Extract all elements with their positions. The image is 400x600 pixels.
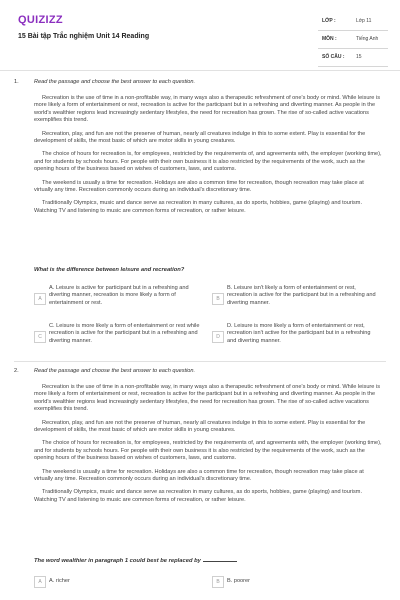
option-text: A. Leisure is active for participant but in a refreshing and diverting manner, recreation is more likely a form of entertainment or rest. xyxy=(49,285,189,306)
reading-passage xyxy=(34,384,382,510)
option-letter-box[interactable]: D xyxy=(212,331,224,343)
passage-paragraph: The choice of hours for recreation is, for employees, restricted by the requirements of, and agreements with, the employer (working time), and for students by schools hours. For people with their own business it is also restricted by the requirements of the work, such as the opening hours of the business based on wishes of customers, laws, and customs. xyxy=(34,440,382,462)
passage-paragraph: Traditionally Olympics, music and dance serve as recreation in many cultures, as do sports, hobbies, game (playing) and tourism. Watching TV and listening to music are common forms of recreation, or rather leisure. xyxy=(34,489,363,503)
question-instruction: Read the passage and choose the best answer to each question. xyxy=(34,368,196,374)
question-divider xyxy=(14,361,386,362)
document-title: 15 Bài tập Trắc nghiệm Unit 14 Reading xyxy=(18,33,150,40)
question-number: 1. xyxy=(14,79,19,85)
option-letter-box[interactable]: C xyxy=(34,331,46,343)
question-text: What is the difference between leisure and recreation? xyxy=(34,267,185,273)
option-text: B. poorer xyxy=(227,578,251,584)
passage-paragraph: Recreation is the use of time in a non-profitable way, in many ways also a therapeutic refreshment of one's body or mind. While leisure is more likely a form of entertainment or rest, recreation is active for the participant but in a refreshing and diverting manner. As people in the world's wealthier regions lead increasingly sedentary lifestyles, the need for recreation has grown. The rise of so-called active vacations exemplifies this trend. xyxy=(34,384,380,413)
passage-paragraph: Recreation, play, and fun are not the preserve of human, nearly all creatures indulge in this to some extent. Play is essential for the development of skills, the most basic of which are motor skills in young creatures. xyxy=(34,130,366,145)
question-text-content: The word wealthier in paragraph 1 could best be replaced by xyxy=(34,558,201,564)
question-instruction: Read the passage and choose the best answer to each question. xyxy=(34,79,196,85)
question-text xyxy=(34,556,237,564)
answer-blank xyxy=(203,556,237,562)
meta-key: LỚP : xyxy=(322,18,336,24)
meta-row-count xyxy=(318,49,388,67)
quizizz-logo[interactable]: QUIZIZZ xyxy=(18,14,63,26)
passage-paragraph: The weekend is usually a time for recreation. Holidays are also a common time for recreation, though recreation may take place at virtually any time. Recreation commonly occurs during an individual's discretionary time. xyxy=(34,468,364,483)
meta-value: Tiếng Anh xyxy=(356,36,379,42)
option-text: A. richer xyxy=(49,578,70,584)
reading-passage xyxy=(34,95,382,221)
meta-row-class xyxy=(318,13,388,31)
meta-key: SỐ CÂU : xyxy=(322,54,345,60)
passage-paragraph: The weekend is usually a time for recreation. Holidays are also a common time for recreation, though recreation may take place at virtually any time. Recreation commonly occurs during an individual's discretionary time. xyxy=(34,179,364,194)
meta-table xyxy=(318,13,388,67)
question-number: 2. xyxy=(14,368,19,374)
option-letter-box[interactable]: A xyxy=(34,293,46,305)
option-letter-box[interactable]: B xyxy=(212,293,224,305)
option-letter-box[interactable]: B xyxy=(212,576,224,588)
option-letter-box[interactable]: A xyxy=(34,576,46,588)
meta-row-subject xyxy=(318,31,388,49)
passage-paragraph: The choice of hours for recreation is, for employees, restricted by the requirements of, and agreements with, the employer (working time), and for students by schools hours. For people with their own business it is also restricted by the requirements of the work, such as the opening hours of the business based on wishes of customers, laws, and customs. xyxy=(34,151,382,173)
header-divider xyxy=(0,70,400,71)
meta-key: MÔN : xyxy=(322,36,337,42)
meta-value: 15 xyxy=(356,54,362,60)
page-header xyxy=(0,0,400,64)
passage-paragraph: Recreation, play, and fun are not the preserve of human, nearly all creatures indulge in this to some extent. Play is essential for the development of skills, the most basic of which are motor skills in young creatures. xyxy=(34,419,366,434)
passage-paragraph: Traditionally Olympics, music and dance serve as recreation in many cultures, as do sports, hobbies, game (playing) and tourism. Watching TV and listening to music are common forms of recreation, or rather leisure. xyxy=(34,200,363,214)
option-text: C. Leisure is more likely a form of entertainment or rest while recreation is active for the participant but in a refreshing and diverting manner. xyxy=(49,323,200,344)
option-text: D. Leisure is more likely a form of entertainment or rest, recreation isn't active for the participant but in a refreshing and diverting manner. xyxy=(227,323,371,344)
option-text: B. Leisure isn't likely a form of entertainment or rest, recreation is active for the participant but in a refreshing and diverting manner. xyxy=(227,285,376,306)
meta-value: Lớp 11 xyxy=(356,18,372,24)
passage-paragraph: Recreation is the use of time in a non-profitable way, in many ways also a therapeutic refreshment of one's body or mind. While leisure is more likely a form of entertainment or rest, recreation is active for the participant but in a refreshing and diverting manner. As people in the world's wealthier regions lead increasingly sedentary lifestyles, the need for recreation has grown. The rise of so-called active vacations exemplifies this trend. xyxy=(34,95,380,124)
